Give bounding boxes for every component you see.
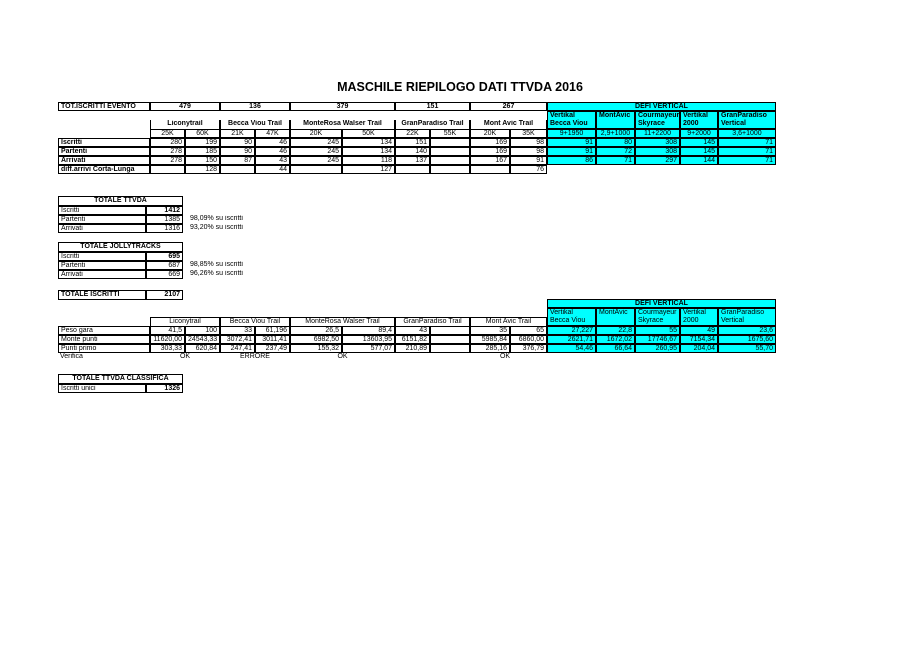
data-cell: 35 bbox=[470, 326, 510, 335]
subheader: 47K bbox=[255, 129, 290, 138]
box-value: 1412 bbox=[146, 206, 183, 215]
subheader: 20K bbox=[470, 129, 510, 138]
data-cell: 1675,60 bbox=[718, 335, 776, 344]
race-name: MonteRosa Walser Trail bbox=[290, 317, 395, 326]
data-cell: 118 bbox=[342, 156, 395, 165]
subheader: 2,9+1000 bbox=[596, 129, 635, 138]
data-cell: 44 bbox=[255, 165, 290, 174]
vertical-name: Vertikal 2000 bbox=[680, 111, 718, 129]
data-cell: 91 bbox=[547, 147, 596, 156]
data-cell: 86 bbox=[547, 156, 596, 165]
data-cell: 151 bbox=[395, 138, 430, 147]
data-cell: 245 bbox=[290, 156, 342, 165]
vertical-name: MontAvic bbox=[596, 111, 635, 129]
classifica-label: Iscritti unici bbox=[58, 384, 146, 393]
data-cell: 620,84 bbox=[185, 344, 220, 353]
box-value: 1385 bbox=[146, 215, 183, 224]
box-value: 669 bbox=[146, 270, 183, 279]
data-cell: 23,6 bbox=[718, 326, 776, 335]
vertical-name: Courmayeur Skyrace bbox=[635, 308, 680, 326]
data-cell: 145 bbox=[680, 138, 718, 147]
box-note: 98,85% su iscritti bbox=[190, 261, 243, 268]
box-label: Arrivati bbox=[58, 270, 146, 279]
data-cell: 89,4 bbox=[342, 326, 395, 335]
subheader: 35K bbox=[510, 129, 547, 138]
data-cell: 7154,34 bbox=[680, 335, 718, 344]
box-label: Partenti bbox=[58, 215, 146, 224]
data-cell bbox=[470, 165, 510, 174]
data-cell: 144 bbox=[680, 156, 718, 165]
vertical-name: GranParadiso Vertical bbox=[718, 111, 776, 129]
data-cell: 204,04 bbox=[680, 344, 718, 353]
row-label: Arrivati bbox=[58, 156, 150, 165]
data-cell: 245 bbox=[290, 138, 342, 147]
data-cell bbox=[430, 335, 470, 344]
data-cell: 303,33 bbox=[150, 344, 185, 353]
data-cell: 169 bbox=[470, 138, 510, 147]
data-cell: 3072,41 bbox=[220, 335, 255, 344]
data-cell: 247,41 bbox=[220, 344, 255, 353]
data-cell: 55 bbox=[635, 326, 680, 335]
data-cell: 5985,84 bbox=[470, 335, 510, 344]
event-total: 479 bbox=[150, 102, 220, 111]
data-cell: 199 bbox=[185, 138, 220, 147]
data-cell: 297 bbox=[635, 156, 680, 165]
data-cell: 100 bbox=[185, 326, 220, 335]
tot-iscritti-label: TOT.ISCRITTI EVENTO bbox=[58, 102, 150, 111]
data-cell: 90 bbox=[220, 147, 255, 156]
data-cell: 169 bbox=[470, 147, 510, 156]
race-name: Becca Viou Trail bbox=[220, 317, 290, 326]
race-name: Becca Viou Trail bbox=[220, 120, 290, 129]
data-cell: 308 bbox=[635, 147, 680, 156]
data-cell bbox=[430, 326, 470, 335]
data-cell: 49 bbox=[680, 326, 718, 335]
data-cell: 237,49 bbox=[255, 344, 290, 353]
verifica-value: OK bbox=[499, 353, 511, 360]
data-cell: 285,16 bbox=[470, 344, 510, 353]
race-name: Liconytrail bbox=[150, 317, 220, 326]
box-note: 98,09% su iscritti bbox=[190, 215, 243, 222]
data-cell bbox=[150, 165, 185, 174]
data-cell: 6982,50 bbox=[290, 335, 342, 344]
classifica-value: 1326 bbox=[146, 384, 183, 393]
box-value: 695 bbox=[146, 252, 183, 261]
data-cell: 280 bbox=[150, 138, 185, 147]
data-cell: 46 bbox=[255, 138, 290, 147]
data-cell: 128 bbox=[185, 165, 220, 174]
data-cell: 6860,00 bbox=[510, 335, 547, 344]
data-cell: 245 bbox=[290, 147, 342, 156]
data-cell: 376,79 bbox=[510, 344, 547, 353]
vertical-name: Vertikal Becca Viou bbox=[547, 308, 596, 326]
defi-vertical-header: DEFI VERTICAL bbox=[547, 299, 776, 308]
row-label: Punti primo bbox=[58, 344, 150, 353]
data-cell: 278 bbox=[150, 147, 185, 156]
box-header: TOTALE TTVDA bbox=[58, 196, 183, 206]
data-cell: 6151,82 bbox=[395, 335, 430, 344]
data-cell: 17746,67 bbox=[635, 335, 680, 344]
data-cell: 308 bbox=[635, 138, 680, 147]
classifica-header: TOTALE TTVDA CLASSIFICA bbox=[58, 374, 183, 384]
data-cell bbox=[220, 165, 255, 174]
data-cell: 140 bbox=[395, 147, 430, 156]
data-cell: 54,46 bbox=[547, 344, 596, 353]
row-label: Iscritti bbox=[58, 138, 150, 147]
data-cell: 145 bbox=[680, 147, 718, 156]
race-name: Mont Avic Trail bbox=[470, 120, 547, 129]
data-cell: 33 bbox=[220, 326, 255, 335]
data-cell: 278 bbox=[150, 156, 185, 165]
data-cell: 87 bbox=[220, 156, 255, 165]
data-cell: 71 bbox=[718, 147, 776, 156]
data-cell: 72 bbox=[596, 147, 635, 156]
vertical-name: GranParadiso Vertical bbox=[718, 308, 776, 326]
subheader: 25K bbox=[150, 129, 185, 138]
data-cell: 134 bbox=[342, 138, 395, 147]
box-note: 93,20% su iscritti bbox=[190, 224, 243, 231]
subheader: 11+2200 bbox=[635, 129, 680, 138]
data-cell: 76 bbox=[510, 165, 547, 174]
race-name: Mont Avic Trail bbox=[470, 317, 547, 326]
data-cell bbox=[395, 165, 430, 174]
totale-iscritti-label: TOTALE ISCRITTI bbox=[58, 290, 146, 300]
box-note: 96,26% su iscritti bbox=[190, 270, 243, 277]
box-value: 1316 bbox=[146, 224, 183, 233]
box-header: TOTALE JOLLYTRACKS bbox=[58, 242, 183, 252]
event-total: 267 bbox=[470, 102, 547, 111]
data-cell: 66,64 bbox=[596, 344, 635, 353]
data-cell: 260,95 bbox=[635, 344, 680, 353]
event-total: 379 bbox=[290, 102, 395, 111]
data-cell: 43 bbox=[395, 326, 430, 335]
data-cell: 91 bbox=[547, 138, 596, 147]
event-total: 151 bbox=[395, 102, 470, 111]
data-cell: 27,227 bbox=[547, 326, 596, 335]
subheader: 9+2000 bbox=[680, 129, 718, 138]
box-label: Arrivati bbox=[58, 224, 146, 233]
defi-vertical-header: DEFI VERTICAL bbox=[547, 102, 776, 111]
subheader: 50K bbox=[342, 129, 395, 138]
totale-iscritti-value: 2107 bbox=[146, 290, 183, 300]
data-cell: 167 bbox=[470, 156, 510, 165]
data-cell bbox=[430, 156, 470, 165]
data-cell bbox=[430, 147, 470, 156]
vertical-name: Vertikal 2000 bbox=[680, 308, 718, 326]
data-cell: 22,8 bbox=[596, 326, 635, 335]
verifica-value: ERRORE bbox=[240, 353, 270, 360]
data-cell: 24543,33 bbox=[185, 335, 220, 344]
vertical-name: MontAvic bbox=[596, 308, 635, 326]
data-cell: 55,70 bbox=[718, 344, 776, 353]
event-total: 136 bbox=[220, 102, 290, 111]
subheader: 60K bbox=[185, 129, 220, 138]
subheader: 22K bbox=[395, 129, 430, 138]
data-cell: 2621,71 bbox=[547, 335, 596, 344]
data-cell bbox=[290, 165, 342, 174]
data-cell: 13603,95 bbox=[342, 335, 395, 344]
data-cell: 11620,00 bbox=[150, 335, 185, 344]
row-label: Peso gara bbox=[58, 326, 150, 335]
data-cell: 71 bbox=[718, 138, 776, 147]
data-cell: 90 bbox=[220, 138, 255, 147]
data-cell: 210,89 bbox=[395, 344, 430, 353]
data-cell: 577,07 bbox=[342, 344, 395, 353]
data-cell: 185 bbox=[185, 147, 220, 156]
data-cell: 98 bbox=[510, 147, 547, 156]
verifica-value: OK bbox=[337, 353, 348, 360]
row-label: Partenti bbox=[58, 147, 150, 156]
data-cell: 91 bbox=[510, 156, 547, 165]
box-label: Iscritti bbox=[58, 252, 146, 261]
data-cell bbox=[430, 344, 470, 353]
race-name: Liconytrail bbox=[150, 120, 220, 129]
row-label: Monte punti bbox=[58, 335, 150, 344]
data-cell: 43 bbox=[255, 156, 290, 165]
race-name: MonteRosa Walser Trail bbox=[290, 120, 395, 129]
verifica-label: Verifica bbox=[60, 353, 83, 360]
data-cell: 127 bbox=[342, 165, 395, 174]
subheader: 3,6+1000 bbox=[718, 129, 776, 138]
data-cell: 150 bbox=[185, 156, 220, 165]
vertical-name: Courmayeur Skyrace bbox=[635, 111, 680, 129]
vertical-name: Vertikal Becca Viou bbox=[547, 111, 596, 129]
subheader: 20K bbox=[290, 129, 342, 138]
data-cell: 1672,02 bbox=[596, 335, 635, 344]
data-cell: 134 bbox=[342, 147, 395, 156]
data-cell: 155,32 bbox=[290, 344, 342, 353]
verifica-value: OK bbox=[179, 353, 191, 360]
data-cell bbox=[430, 138, 470, 147]
race-name: GranParadiso Trail bbox=[395, 317, 470, 326]
data-cell: 26,5 bbox=[290, 326, 342, 335]
subheader: 9+1950 bbox=[547, 129, 596, 138]
data-cell: 98 bbox=[510, 138, 547, 147]
page-title: MASCHILE RIEPILOGO DATI TTVDA 2016 bbox=[337, 80, 583, 94]
box-value: 687 bbox=[146, 261, 183, 270]
data-cell: 61,196 bbox=[255, 326, 290, 335]
data-cell: 65 bbox=[510, 326, 547, 335]
data-cell: 71 bbox=[718, 156, 776, 165]
data-cell: 41,5 bbox=[150, 326, 185, 335]
box-label: Partenti bbox=[58, 261, 146, 270]
subheader: 55K bbox=[430, 129, 470, 138]
data-cell: 3011,41 bbox=[255, 335, 290, 344]
subheader: 21K bbox=[220, 129, 255, 138]
box-label: Iscritti bbox=[58, 206, 146, 215]
race-name: GranParadiso Trail bbox=[395, 120, 470, 129]
row-label: diff.arrivi Corta-Lunga bbox=[58, 165, 150, 174]
data-cell: 46 bbox=[255, 147, 290, 156]
data-cell: 71 bbox=[596, 156, 635, 165]
data-cell bbox=[430, 165, 470, 174]
data-cell: 80 bbox=[596, 138, 635, 147]
data-cell: 137 bbox=[395, 156, 430, 165]
